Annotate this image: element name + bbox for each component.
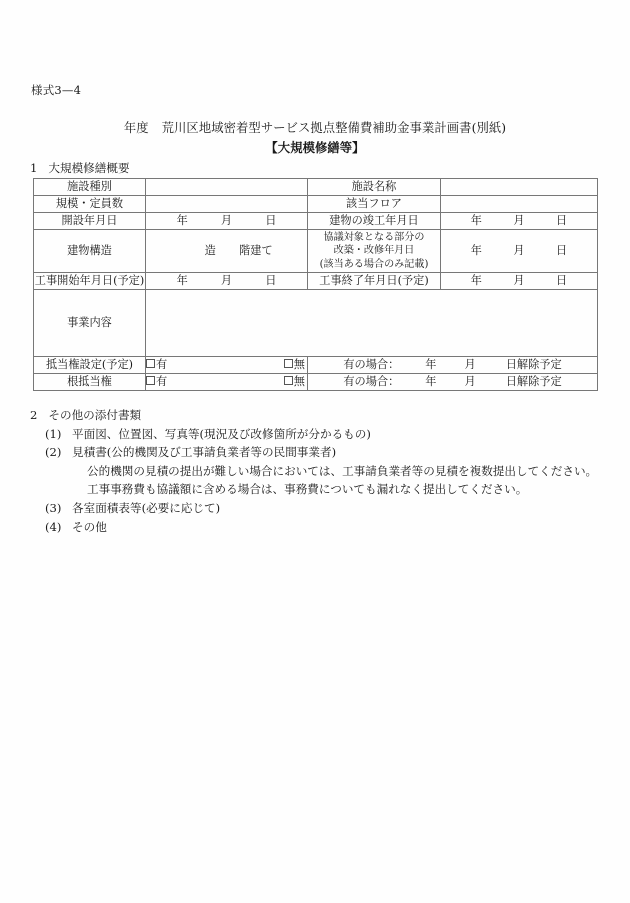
day-release-label: 日解除予定: [505, 357, 562, 371]
year-unit: 年: [425, 357, 437, 371]
cell-facility-type-label: 施設種別: [34, 179, 146, 196]
day-unit: 日: [265, 273, 277, 287]
cell-project-content-value[interactable]: [146, 290, 598, 357]
cell-target-floor-value[interactable]: [441, 196, 598, 213]
month-unit: 月: [220, 213, 233, 227]
checkbox-icon: [146, 376, 155, 385]
cell-facility-name-value[interactable]: [441, 179, 598, 196]
section2: [30, 410, 610, 540]
cell-mortgage-condition[interactable]: [308, 357, 598, 374]
cell-opening-date-value[interactable]: [146, 213, 308, 230]
document-title: [0, 118, 630, 136]
cell-building-completion-label: 建物の竣工年月日: [308, 213, 441, 230]
cell-facility-type-value[interactable]: [146, 179, 308, 196]
checkbox-no-label: 無: [293, 374, 305, 388]
list-item-text: その他: [72, 519, 107, 534]
table-row: [34, 374, 598, 391]
cell-opening-date-label: 開設年月日: [34, 213, 146, 230]
day-unit: 日: [556, 273, 568, 287]
section1-heading: [30, 160, 130, 176]
list-item-marker: (4): [45, 519, 62, 534]
condition-prefix: 有の場合：: [343, 374, 400, 388]
list-item-text: 見積書(公的機関及び工事請負業者等の民間事業者): [72, 445, 337, 460]
month-unit: 月: [220, 273, 233, 287]
cell-revolving-mortgage-label: 根抵当権: [34, 374, 146, 391]
day-release-label: 日解除予定: [505, 374, 562, 388]
list-item: [30, 426, 610, 441]
year-unit: 年: [176, 213, 188, 227]
cell-revolving-mortgage-condition[interactable]: [308, 374, 598, 391]
checkbox-no-label: 無: [293, 357, 305, 371]
condition-prefix: 有の場合：: [343, 357, 400, 371]
checkbox-yes-label: 有: [156, 357, 168, 371]
document-subtitle: 【大規模修繕等】: [265, 140, 365, 155]
section2-heading: [30, 410, 610, 422]
year-unit: 年: [425, 374, 437, 388]
table-row: [34, 213, 598, 230]
list-item-note: 工事事務費も協議額に含める場合は、事務費についても漏れなく提出してください。: [87, 482, 528, 497]
structure-kaidate-label: 階建て: [239, 243, 273, 257]
cell-renovation-date-label: [308, 230, 441, 273]
table-row: [34, 179, 598, 196]
cell-work-start-value[interactable]: [146, 273, 308, 290]
year-unit: 年: [176, 273, 188, 287]
revolving-mortgage-yes-checkbox[interactable]: [146, 375, 167, 390]
cell-building-completion-value[interactable]: [441, 213, 598, 230]
table-row: [34, 196, 598, 213]
renovation-label-line1: 協議対象となる部分の: [323, 232, 425, 244]
year-unit: 年: [470, 213, 482, 227]
cell-scale-capacity-label: 規模・定員数: [34, 196, 146, 213]
checkbox-icon: [146, 359, 155, 368]
cell-facility-name-label: 施設名称: [308, 179, 441, 196]
checkbox-yes-label: 有: [156, 374, 168, 388]
section1-heading-text: 大規模修繕概要: [48, 161, 130, 175]
month-unit: 月: [513, 243, 525, 257]
renovation-label-line2: 改築・改修年月日: [333, 245, 415, 257]
list-item-marker: (3): [45, 500, 62, 515]
revolving-mortgage-no-checkbox[interactable]: [284, 375, 305, 390]
year-unit: 年: [470, 273, 482, 287]
section2-heading-text: その他の添付書類: [48, 408, 142, 422]
renovation-label-line3: (該当ある場合のみ記載): [319, 258, 429, 270]
cell-work-end-value[interactable]: [441, 273, 598, 290]
cell-building-structure-label: 建物構造: [34, 230, 146, 273]
section2-number: 2: [30, 408, 38, 422]
cell-target-floor-label: 該当フロア: [308, 196, 441, 213]
table-row: [34, 273, 598, 290]
list-item-text: 各室面積表等(必要に応じて): [72, 500, 221, 515]
list-item-text: 平面図、位置図、写真等(現況及び改修箇所が分かるもの): [72, 426, 371, 441]
list-item-marker: (1): [45, 426, 62, 441]
month-unit: 月: [464, 357, 476, 371]
checkbox-icon: [284, 376, 293, 385]
cell-scale-capacity-value[interactable]: [146, 196, 308, 213]
month-unit: 月: [513, 213, 525, 227]
year-unit: 年: [470, 243, 482, 257]
month-unit: 月: [464, 374, 476, 388]
list-item-marker: (2): [45, 445, 62, 460]
mortgage-yes-checkbox[interactable]: [146, 358, 167, 373]
cell-mortgage-checkboxes: [146, 357, 308, 374]
table-row: [34, 230, 598, 273]
day-unit: 日: [556, 213, 568, 227]
cell-renovation-date-value[interactable]: [441, 230, 598, 273]
title-main-text: 荒川区地域密着型サービス拠点整備費補助金事業計画書(別紙): [161, 121, 507, 135]
list-item-note: 公的機関の見積の提出が難しい場合においては、工事請負業者等の見積を複数提出してください。: [87, 463, 598, 478]
cell-work-start-label: 工事開始年月日(予定): [34, 273, 146, 290]
day-unit: 日: [556, 243, 568, 257]
mortgage-no-checkbox[interactable]: [284, 358, 305, 373]
cell-work-end-label: 工事終了年月日(予定): [308, 273, 441, 290]
title-year-label: 年度: [123, 121, 149, 135]
cell-revolving-mortgage-checkboxes: [146, 374, 308, 391]
section1-number: 1: [30, 161, 38, 175]
structure-zou-label: 造: [204, 243, 216, 257]
list-item: [30, 500, 610, 515]
list-item: [30, 447, 610, 459]
table-row: [34, 357, 598, 374]
overview-table: [33, 178, 598, 391]
cell-building-structure-value[interactable]: [146, 230, 308, 273]
table-row: [34, 290, 598, 357]
list-item: [30, 519, 610, 534]
month-unit: 月: [513, 273, 525, 287]
cell-project-content-label: 事業内容: [34, 290, 146, 357]
checkbox-icon: [284, 359, 293, 368]
form-number: 様式3—4: [31, 83, 82, 97]
cell-mortgage-label: 抵当権設定(予定): [34, 357, 146, 374]
day-unit: 日: [265, 213, 277, 227]
